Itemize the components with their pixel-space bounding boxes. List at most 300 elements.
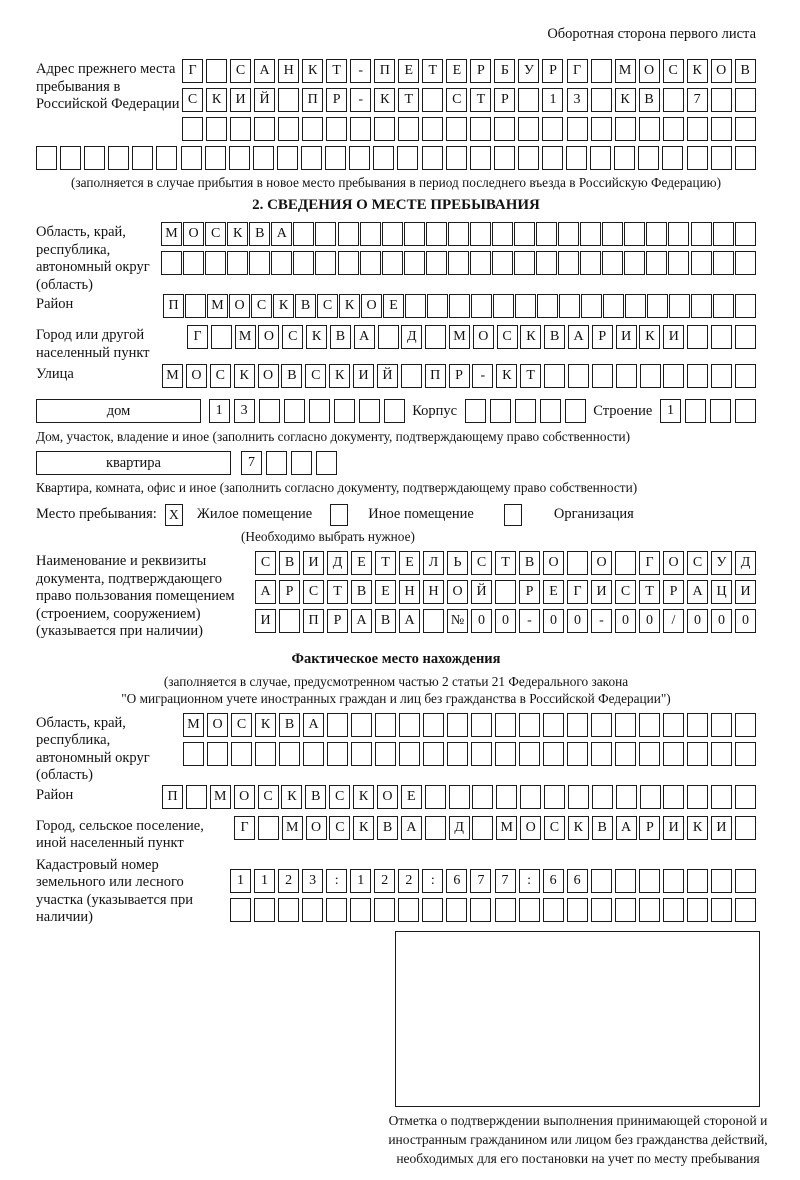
char-cell	[591, 88, 612, 112]
char-cell: В	[639, 88, 660, 112]
char-cell	[616, 364, 637, 388]
char-cell: :	[326, 869, 347, 893]
char-cell	[639, 898, 660, 922]
char-cell	[567, 713, 588, 737]
char-cell	[382, 222, 403, 246]
char-cell	[490, 399, 511, 423]
char-cell: 7	[495, 869, 516, 893]
char-cell	[302, 898, 323, 922]
char-cell	[591, 742, 612, 766]
rayon-block	[36, 294, 756, 323]
char-cell	[559, 294, 580, 318]
char-cell: Е	[446, 59, 467, 83]
fact-oblast-boxes	[183, 713, 756, 771]
char-cell	[567, 742, 588, 766]
char-cell: С	[544, 816, 565, 840]
char-cell	[735, 713, 756, 737]
char-cell	[514, 222, 535, 246]
gorod-row	[187, 325, 756, 349]
char-cell	[568, 364, 589, 388]
char-cell: 1	[660, 399, 681, 423]
char-cell	[382, 251, 403, 275]
char-cell: 0	[567, 609, 588, 633]
char-cell	[496, 785, 517, 809]
char-cell	[735, 294, 756, 318]
char-cell	[646, 251, 667, 275]
char-cell	[206, 59, 227, 83]
char-cell: 2	[278, 869, 299, 893]
char-cell	[399, 742, 420, 766]
char-cell: О	[543, 551, 564, 575]
char-cell: В	[519, 551, 540, 575]
char-cell: А	[616, 816, 637, 840]
char-cell: Т	[422, 59, 443, 83]
char-cell	[405, 294, 426, 318]
char-cell: Т	[398, 88, 419, 112]
char-cell	[351, 742, 372, 766]
fact-caption-2: "О миграционном учете иностранных граждан и лиц без гражданства в Российской Федерации")	[121, 690, 671, 706]
char-cell: К	[329, 364, 350, 388]
char-cell	[735, 364, 756, 388]
char-cell: К	[520, 325, 541, 349]
prev-address-boxes	[182, 59, 756, 146]
char-cell	[615, 869, 636, 893]
char-cell: 1	[542, 88, 563, 112]
char-cell: В	[281, 364, 302, 388]
char-cell: Т	[495, 551, 516, 575]
char-cell	[360, 251, 381, 275]
char-cell	[518, 146, 539, 170]
char-cell: Й	[471, 580, 492, 604]
char-cell: И	[303, 551, 324, 575]
char-cell	[518, 117, 539, 141]
char-cell	[592, 364, 613, 388]
char-cell: Р	[494, 88, 515, 112]
char-cell: В	[544, 325, 565, 349]
char-cell: О	[447, 580, 468, 604]
char-cell	[687, 325, 708, 349]
char-cell	[640, 364, 661, 388]
oblast-label: Область, край, республика, автономный округ (область)	[36, 224, 150, 293]
char-cell: В	[279, 551, 300, 575]
char-cell	[663, 869, 684, 893]
char-cell	[711, 713, 732, 737]
char-cell	[278, 117, 299, 141]
mesto-row	[36, 502, 756, 527]
char-cell	[470, 146, 491, 170]
char-cell: И	[663, 325, 684, 349]
dom-bigbox: дом	[36, 399, 201, 423]
char-cell	[710, 399, 731, 423]
char-cell	[426, 251, 447, 275]
char-cell: Е	[375, 580, 396, 604]
char-cell	[687, 146, 708, 170]
char-cell	[449, 785, 470, 809]
char-cell	[492, 251, 513, 275]
char-cell: М	[615, 59, 636, 83]
char-cell	[615, 742, 636, 766]
char-cell	[350, 117, 371, 141]
char-cell: С	[305, 364, 326, 388]
char-cell: Т	[327, 580, 348, 604]
char-cell: С	[329, 785, 350, 809]
char-cell: Д	[735, 551, 756, 575]
char-cell	[254, 898, 275, 922]
char-cell: К	[339, 294, 360, 318]
ulitsa-row	[162, 364, 756, 388]
char-cell	[735, 146, 756, 170]
fact-gorod-label: Город, сельское поселение, иной населенный пункт	[36, 817, 204, 851]
char-cell: К	[255, 713, 276, 737]
char-cell: Г	[567, 580, 588, 604]
char-cell: С	[210, 364, 231, 388]
char-cell: Р	[519, 580, 540, 604]
char-cell	[735, 785, 756, 809]
prev-address-row-1	[182, 59, 756, 83]
char-cell: С	[497, 325, 518, 349]
char-cell: Г	[639, 551, 660, 575]
section2-title: 2. СВЕДЕНИЯ О МЕСТЕ ПРЕБЫВАНИЯ	[252, 197, 540, 213]
char-cell	[494, 146, 515, 170]
char-cell: -	[350, 88, 371, 112]
fact-oblast-block	[36, 713, 756, 785]
char-cell: К	[302, 59, 323, 83]
char-cell	[663, 785, 684, 809]
char-cell: 6	[567, 869, 588, 893]
char-cell: М	[161, 222, 182, 246]
doc-row-1	[255, 551, 756, 575]
char-cell	[568, 785, 589, 809]
char-cell	[471, 713, 492, 737]
fact-oblast-row-1	[183, 713, 756, 737]
char-cell: П	[303, 609, 324, 633]
char-cell	[565, 399, 586, 423]
char-cell	[711, 88, 732, 112]
char-cell: :	[422, 869, 443, 893]
char-cell	[359, 399, 380, 423]
char-cell	[254, 117, 275, 141]
char-cell: Р	[542, 59, 563, 83]
char-cell	[316, 451, 337, 475]
char-cell: П	[162, 785, 183, 809]
char-cell	[711, 325, 732, 349]
char-cell: 0	[735, 609, 756, 633]
ulitsa-label: Улица	[36, 366, 74, 382]
korpus-boxes	[465, 399, 586, 424]
char-cell	[735, 869, 756, 893]
char-cell: -	[472, 364, 493, 388]
mesto-caption: (Необходимо выбрать нужное)	[241, 529, 415, 544]
char-cell	[603, 294, 624, 318]
char-cell	[351, 713, 372, 737]
char-cell: Р	[279, 580, 300, 604]
kadastr-row-1	[230, 869, 756, 893]
char-cell: Т	[470, 88, 491, 112]
char-cell: С	[251, 294, 272, 318]
char-cell	[668, 222, 689, 246]
char-cell	[277, 146, 298, 170]
char-cell	[543, 742, 564, 766]
zhiloe-checkbox: X	[165, 504, 183, 526]
char-cell: А	[399, 609, 420, 633]
char-cell: К	[281, 785, 302, 809]
char-cell: О	[361, 294, 382, 318]
char-cell	[735, 88, 756, 112]
fact-oblast-row-2	[183, 742, 756, 766]
char-cell	[373, 146, 394, 170]
oblast-row-2	[161, 251, 756, 275]
char-cell	[423, 609, 444, 633]
char-cell: У	[711, 551, 732, 575]
char-cell	[470, 898, 491, 922]
char-cell: О	[258, 325, 279, 349]
char-cell: Р	[327, 609, 348, 633]
char-cell: Г	[187, 325, 208, 349]
char-cell	[592, 785, 613, 809]
stroenie-boxes	[660, 399, 756, 424]
char-cell: Й	[254, 88, 275, 112]
char-cell	[161, 251, 182, 275]
char-cell	[515, 399, 536, 423]
char-cell: В	[735, 59, 756, 83]
char-cell	[84, 146, 105, 170]
char-cell: О	[183, 222, 204, 246]
char-cell: Й	[377, 364, 398, 388]
char-cell	[536, 251, 557, 275]
char-cell	[207, 742, 228, 766]
char-cell	[360, 222, 381, 246]
char-cell	[687, 117, 708, 141]
kvartira-line	[36, 451, 756, 475]
char-cell: К	[273, 294, 294, 318]
char-cell	[518, 88, 539, 112]
char-cell	[537, 294, 558, 318]
char-cell: К	[687, 59, 708, 83]
char-cell	[423, 742, 444, 766]
char-cell: -	[519, 609, 540, 633]
char-cell: О	[473, 325, 494, 349]
mesto-label: Место пребывания:	[36, 506, 157, 522]
char-cell: Д	[327, 551, 348, 575]
char-cell	[713, 222, 734, 246]
char-cell: А	[401, 816, 422, 840]
char-cell	[542, 117, 563, 141]
char-cell: -	[591, 609, 612, 633]
char-cell: Р	[326, 88, 347, 112]
char-cell	[378, 325, 399, 349]
char-cell	[638, 146, 659, 170]
char-cell	[711, 364, 732, 388]
char-cell	[375, 742, 396, 766]
char-cell	[470, 251, 491, 275]
char-cell	[615, 713, 636, 737]
char-cell	[315, 251, 336, 275]
char-cell	[36, 146, 57, 170]
char-cell	[711, 146, 732, 170]
char-cell: Е	[401, 785, 422, 809]
char-cell	[375, 713, 396, 737]
char-cell: С	[231, 713, 252, 737]
char-cell: 2	[374, 869, 395, 893]
char-cell	[472, 785, 493, 809]
char-cell: Е	[398, 59, 419, 83]
char-cell: П	[163, 294, 184, 318]
char-cell	[293, 251, 314, 275]
char-cell	[495, 580, 516, 604]
char-cell: 1	[350, 869, 371, 893]
char-cell	[735, 251, 756, 275]
char-cell: М	[282, 816, 303, 840]
char-cell	[327, 713, 348, 737]
char-cell	[398, 898, 419, 922]
char-cell: 0	[543, 609, 564, 633]
oblast-block	[36, 222, 756, 294]
fact-rayon-row	[162, 785, 756, 809]
prev-address-label: Адрес прежнего места пребывания в Российской Федерации	[36, 61, 180, 112]
char-cell	[544, 364, 565, 388]
char-cell	[374, 898, 395, 922]
char-cell	[687, 785, 708, 809]
char-cell	[495, 898, 516, 922]
char-cell	[227, 251, 248, 275]
fact-gorod-row	[234, 816, 756, 840]
char-cell: Р	[449, 364, 470, 388]
char-cell	[663, 898, 684, 922]
char-cell: С	[258, 785, 279, 809]
char-cell: Е	[383, 294, 404, 318]
char-cell	[591, 713, 612, 737]
char-cell	[735, 816, 756, 840]
char-cell: 0	[495, 609, 516, 633]
char-cell: И	[711, 816, 732, 840]
char-cell	[205, 251, 226, 275]
char-cell	[647, 294, 668, 318]
char-cell	[536, 222, 557, 246]
char-cell: С	[182, 88, 203, 112]
char-cell: К	[374, 88, 395, 112]
char-cell: А	[271, 222, 292, 246]
char-cell	[493, 294, 514, 318]
char-cell	[446, 117, 467, 141]
char-cell	[229, 146, 250, 170]
inoe-label: Иное помещение	[368, 506, 474, 522]
char-cell	[279, 742, 300, 766]
char-cell	[590, 146, 611, 170]
char-cell: 0	[639, 609, 660, 633]
dom-caption: Дом, участок, владение и иное (заполнить согласно документу, подтверждающему право собственности)	[36, 429, 631, 444]
char-cell	[711, 742, 732, 766]
ulitsa-block	[36, 364, 756, 393]
char-cell: И	[230, 88, 251, 112]
char-cell: Р	[592, 325, 613, 349]
char-cell	[271, 251, 292, 275]
char-cell	[156, 146, 177, 170]
char-cell	[495, 742, 516, 766]
char-cell	[182, 117, 203, 141]
char-cell: С	[230, 59, 251, 83]
char-cell: Н	[399, 580, 420, 604]
kadastr-row-2	[230, 898, 756, 922]
char-cell	[591, 59, 612, 83]
char-cell	[639, 117, 660, 141]
char-cell	[663, 117, 684, 141]
rayon-label: Район	[36, 296, 74, 312]
char-cell: О	[229, 294, 250, 318]
char-cell	[581, 294, 602, 318]
char-cell: О	[234, 785, 255, 809]
char-cell: В	[592, 816, 613, 840]
org-label: Организация	[553, 506, 634, 522]
gorod-label: Город или другой населенный пункт	[36, 327, 150, 361]
kvartira-caption: Квартира, комната, офис и иное (заполнить согласно документу, подтверждающему право собственности)	[36, 480, 638, 495]
char-cell: М	[210, 785, 231, 809]
char-cell	[691, 222, 712, 246]
char-cell	[422, 117, 443, 141]
char-cell	[614, 146, 635, 170]
char-cell	[616, 785, 637, 809]
char-cell	[315, 222, 336, 246]
zhiloe-label: Жилое помещение	[196, 506, 313, 522]
char-cell	[615, 117, 636, 141]
inoe-checkbox	[330, 504, 348, 526]
char-cell: К	[234, 364, 255, 388]
char-cell	[669, 294, 690, 318]
char-cell	[350, 898, 371, 922]
char-cell	[663, 713, 684, 737]
char-cell: О	[377, 785, 398, 809]
char-cell: Т	[520, 364, 541, 388]
rayon-row	[163, 294, 756, 318]
char-cell	[691, 251, 712, 275]
char-cell	[687, 869, 708, 893]
char-cell	[687, 713, 708, 737]
char-cell	[735, 325, 756, 349]
char-cell	[735, 399, 756, 423]
char-cell: Р	[639, 816, 660, 840]
char-cell	[447, 713, 468, 737]
char-cell	[425, 325, 446, 349]
char-cell	[404, 251, 425, 275]
char-cell: А	[303, 713, 324, 737]
char-cell: К	[568, 816, 589, 840]
char-cell: С	[317, 294, 338, 318]
char-cell	[735, 898, 756, 922]
char-cell: М	[449, 325, 470, 349]
char-cell	[384, 399, 405, 423]
char-cell	[567, 551, 588, 575]
char-cell: М	[235, 325, 256, 349]
char-cell: О	[520, 816, 541, 840]
kadastr-label: Кадастровый номер земельного или лесного участка (указывается при наличии)	[36, 856, 193, 925]
char-cell	[615, 898, 636, 922]
char-cell	[284, 399, 305, 423]
char-cell: Т	[375, 551, 396, 575]
char-cell	[465, 399, 486, 423]
char-cell: К	[496, 364, 517, 388]
char-cell: А	[354, 325, 375, 349]
char-cell	[183, 742, 204, 766]
char-cell: Е	[399, 551, 420, 575]
char-cell	[326, 117, 347, 141]
char-cell	[293, 222, 314, 246]
dom-boxes	[209, 399, 405, 424]
char-cell	[302, 117, 323, 141]
char-cell: С	[205, 222, 226, 246]
char-cell: А	[687, 580, 708, 604]
char-cell	[567, 898, 588, 922]
char-cell	[259, 399, 280, 423]
stamp-caption: Отметка о подтверждении выполнения принимающей стороной и иностранным гражданином или лицом без гражданства действий, необходимых для его постановки на учет по месту пребывания	[388, 1112, 768, 1166]
